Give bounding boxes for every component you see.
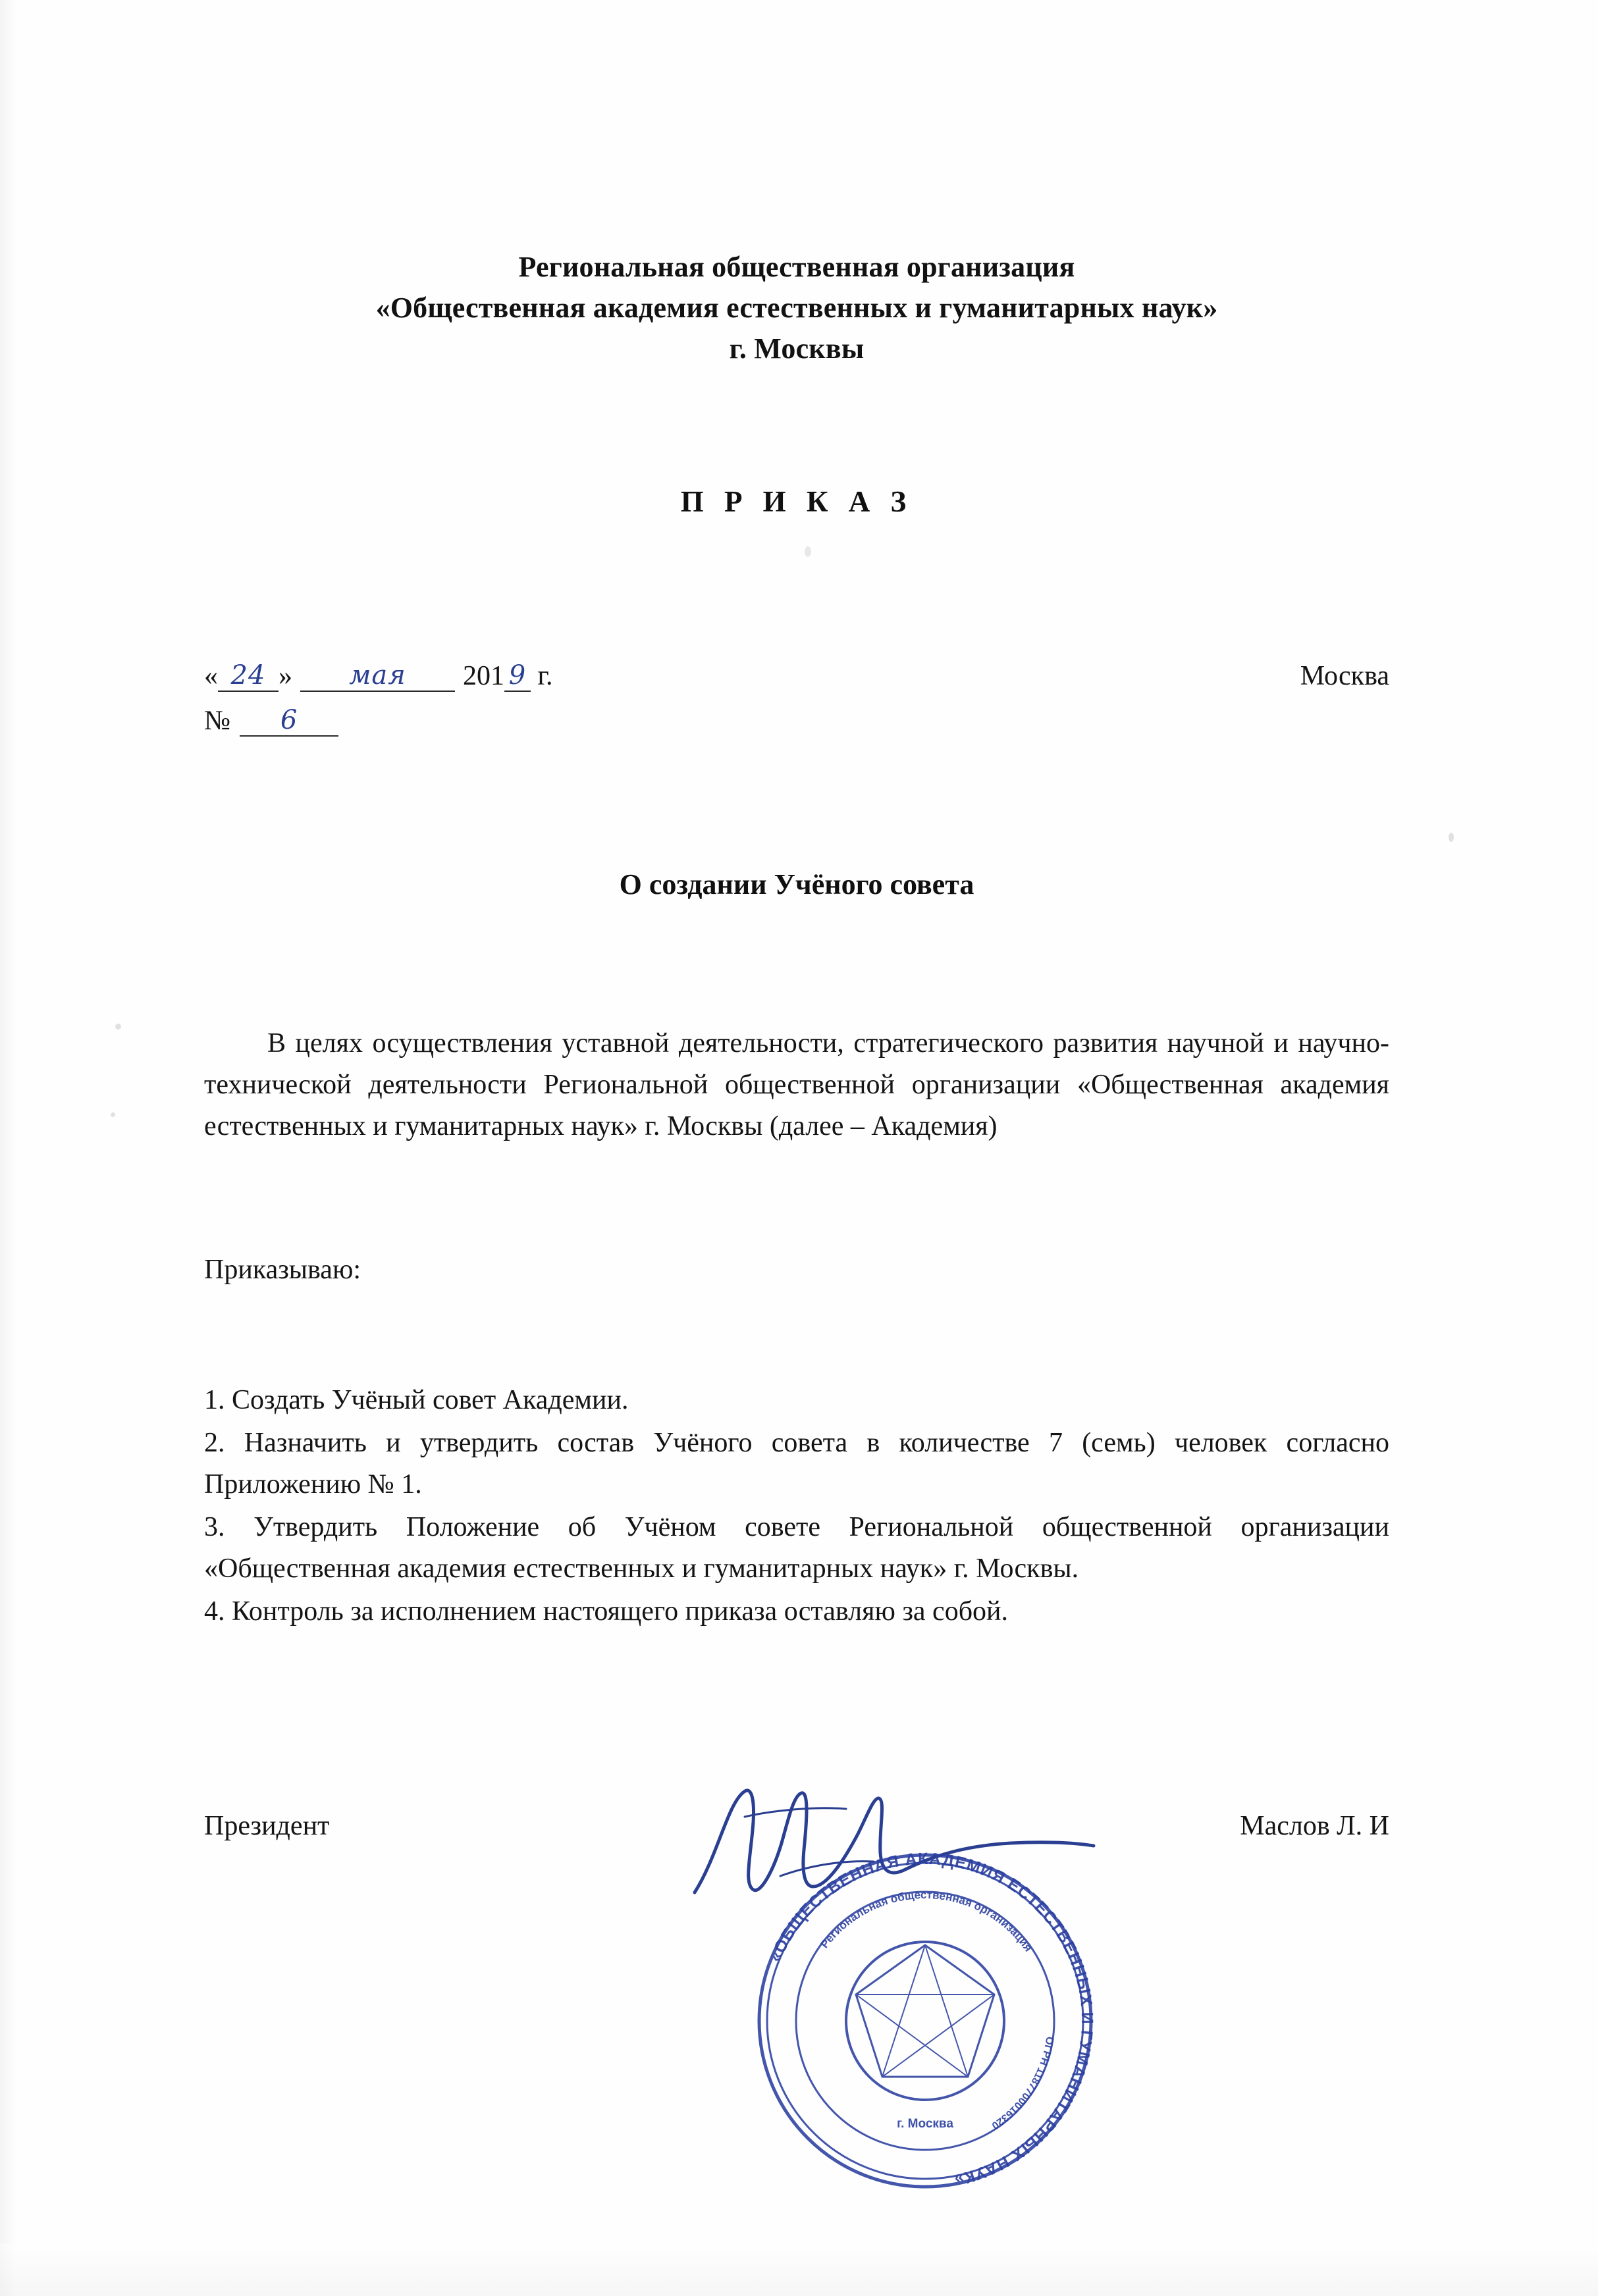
scan-edge-left [0, 0, 17, 2296]
date-group [204, 660, 553, 692]
org-header-line-1: Региональная общественная организация [518, 251, 1075, 283]
list-item: 2. Назначить и утвердить состав Учёного совета в количестве 7 (семь) человек согласно Приложению № 1. [204, 1428, 1389, 1500]
date-month-value: мая [300, 660, 455, 692]
number-label: № [204, 706, 231, 736]
signatory-title: Президент [204, 1811, 330, 1841]
list-item: 4. Контроль за исполнением настоящего приказа оставляю за собой. [204, 1596, 1009, 1627]
stamp-inner-text: Региональная общественная организация [818, 1888, 1035, 1954]
signature-row [204, 1810, 1389, 1889]
stamp-outer-text: «ОБЩЕСТВЕННАЯ АКАДЕМИЯ ЕСТЕСТВЕННЫХ И ГУМАНИТАРНЫХ НАУК» [766, 1849, 1097, 2189]
signatory-name: Маслов Л. И [1240, 1811, 1389, 1841]
stamp-city: г. Москва [897, 2117, 953, 2131]
org-header-line-3: г. Москвы [729, 332, 865, 365]
scan-speck [115, 1024, 121, 1030]
city-label: Москва [1300, 661, 1389, 691]
quote-close: » [279, 661, 292, 691]
order-number-group [204, 705, 338, 737]
stamp-ogrn: ОГРН 1187700016320 [989, 2035, 1055, 2131]
scan-speck [1449, 833, 1454, 842]
scan-edge-bottom [0, 2243, 1598, 2296]
year-prefix: 201 [463, 661, 504, 691]
intro-paragraph: В целях осуществления уставной деятельности, стратегического развития научной и научно-технической деятельности Региональной общественной организации «Общественная академия естественных и гуманитарных наук» г. Москвы (далее – Академия) [204, 1028, 1389, 1141]
order-items-list [204, 1380, 1389, 1632]
order-verb: Приказываю: [204, 1255, 361, 1285]
year-suffix: г. [531, 661, 553, 691]
document-body [204, 0, 1389, 1889]
list-item: 3. Утвердить Положение об Учёном совете Региональной общественной организации «Общественная академия естественных и гуманитарных наук» г. Москвы. [204, 1512, 1389, 1584]
year-last-digit-value: 9 [504, 660, 531, 692]
date-day-value: 24 [218, 660, 279, 692]
list-item: 1. Создать Учёный совет Академии. [204, 1385, 629, 1415]
document-subject: О создании Учёного совета [619, 868, 974, 900]
dateline [204, 660, 1389, 746]
org-header-line-2: «Общественная академия естественных и гуманитарных наук» [375, 292, 1218, 324]
quote-open: « [204, 661, 218, 691]
scan-speck [111, 1112, 115, 1117]
document-type-title: П Р И К А З [680, 485, 913, 518]
order-number-value: 6 [240, 705, 338, 737]
